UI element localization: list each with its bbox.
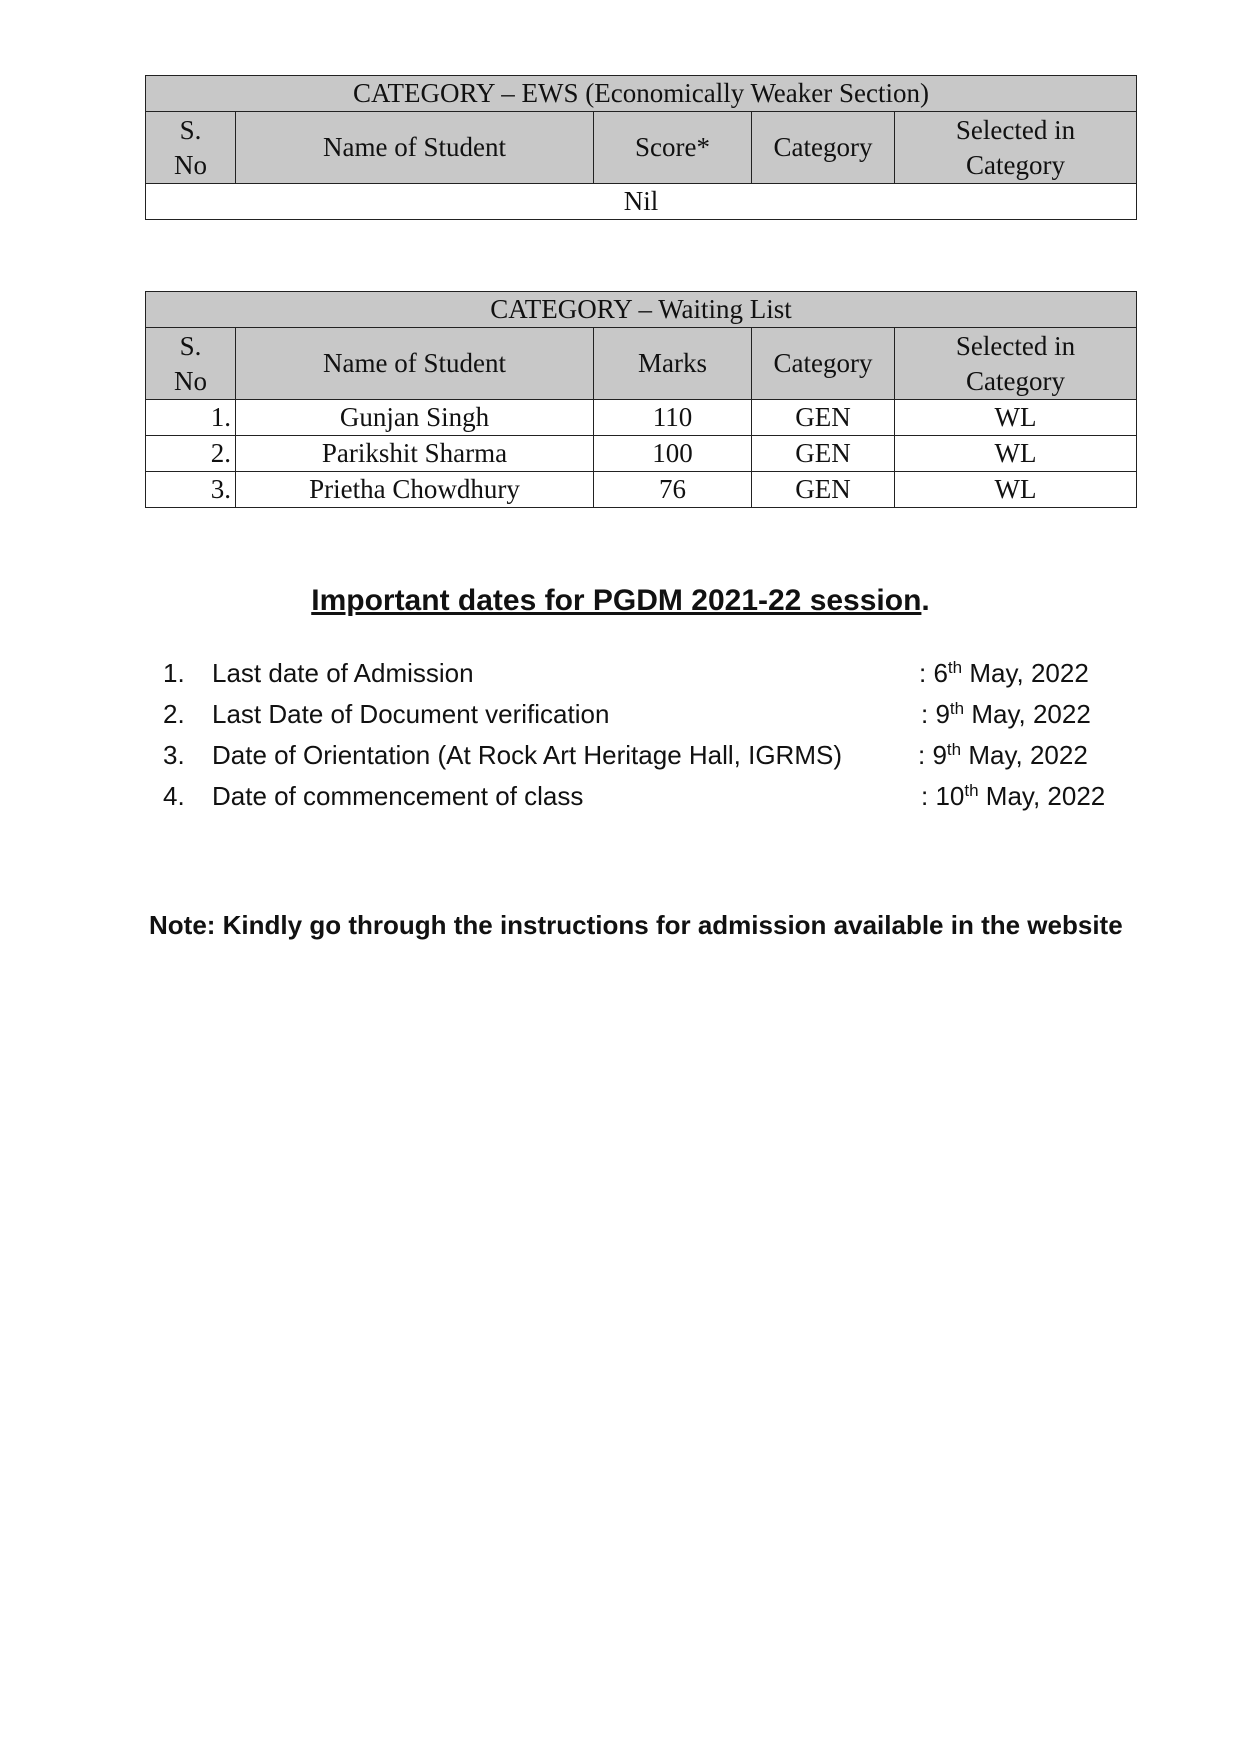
wl-header-sno: S. No: [146, 328, 236, 400]
date-item-label: Last Date of Document verification: [212, 699, 610, 729]
ews-category-table: [145, 75, 1137, 220]
date-item-number: 1.: [163, 658, 185, 688]
date-item-value: : 9th May, 2022: [921, 699, 1091, 729]
row-marks: 110: [594, 400, 752, 436]
row-selected: WL: [895, 472, 1137, 508]
important-dates-heading-period: .: [921, 584, 930, 617]
ews-header-name: Name of Student: [236, 112, 594, 184]
row-name: Prietha Chowdhury: [236, 472, 594, 508]
list-item: [163, 781, 1143, 822]
row-category: GEN: [752, 436, 895, 472]
important-dates-list: [163, 658, 1143, 822]
important-dates-heading: [0, 584, 1241, 618]
date-day: 10: [935, 781, 965, 811]
date-rest: May, 2022: [962, 658, 1089, 688]
row-sno: 1.: [146, 400, 236, 436]
date-suffix: th: [949, 699, 965, 718]
admission-note: Note: Kindly go through the instructions for admission available in the website: [149, 910, 1123, 940]
date-rest: May, 2022: [961, 740, 1088, 770]
row-category: GEN: [752, 400, 895, 436]
date-day: 9: [935, 699, 950, 729]
wl-header-marks: Marks: [594, 328, 752, 400]
row-name: Gunjan Singh: [236, 400, 594, 436]
date-suffix: th: [947, 658, 963, 677]
row-selected: WL: [895, 400, 1137, 436]
row-selected: WL: [895, 436, 1137, 472]
wl-header-name: Name of Student: [236, 328, 594, 400]
waiting-list-table: [145, 291, 1137, 508]
date-item-value: : 10th May, 2022: [921, 781, 1106, 811]
date-rest: May, 2022: [964, 699, 1091, 729]
row-marks: 100: [594, 436, 752, 472]
list-item: [163, 658, 1143, 699]
date-suffix: th: [946, 740, 962, 759]
date-day: 9: [932, 740, 947, 770]
ews-header-category: Category: [752, 112, 895, 184]
date-item-number: 4.: [163, 781, 185, 811]
row-sno: 2.: [146, 436, 236, 472]
list-item: [163, 699, 1143, 740]
list-item: [163, 740, 1143, 781]
row-name: Parikshit Sharma: [236, 436, 594, 472]
ews-header-score: Score*: [594, 112, 752, 184]
wl-header-selected: Selected in Category: [895, 328, 1137, 400]
date-item-label: Date of commencement of class: [212, 781, 584, 811]
table-row: [146, 436, 1137, 472]
date-day: 6: [933, 658, 948, 688]
row-marks: 76: [594, 472, 752, 508]
waiting-table-title: CATEGORY – Waiting List: [146, 292, 1137, 328]
row-sno: 3.: [146, 472, 236, 508]
table-row: [146, 472, 1137, 508]
date-item-number: 2.: [163, 699, 185, 729]
date-suffix: th: [964, 781, 979, 800]
date-item-number: 3.: [163, 740, 185, 770]
ews-header-selected: Selected in Category: [895, 112, 1137, 184]
ews-empty-cell: Nil: [146, 184, 1137, 220]
date-rest: May, 2022: [978, 781, 1106, 811]
date-item-label: Date of Orientation (At Rock Art Heritage Hall, IGRMS): [212, 740, 842, 770]
date-item-value: : 6th May, 2022: [919, 658, 1089, 688]
wl-header-category: Category: [752, 328, 895, 400]
important-dates-heading-text: Important dates for PGDM 2021-22 session: [311, 584, 922, 617]
ews-header-sno: S. No: [146, 112, 236, 184]
date-item-label: Last date of Admission: [212, 658, 474, 688]
row-category: GEN: [752, 472, 895, 508]
date-item-value: : 9th May, 2022: [918, 740, 1088, 770]
table-row: [146, 400, 1137, 436]
ews-table-title: CATEGORY – EWS (Economically Weaker Section): [146, 76, 1137, 112]
